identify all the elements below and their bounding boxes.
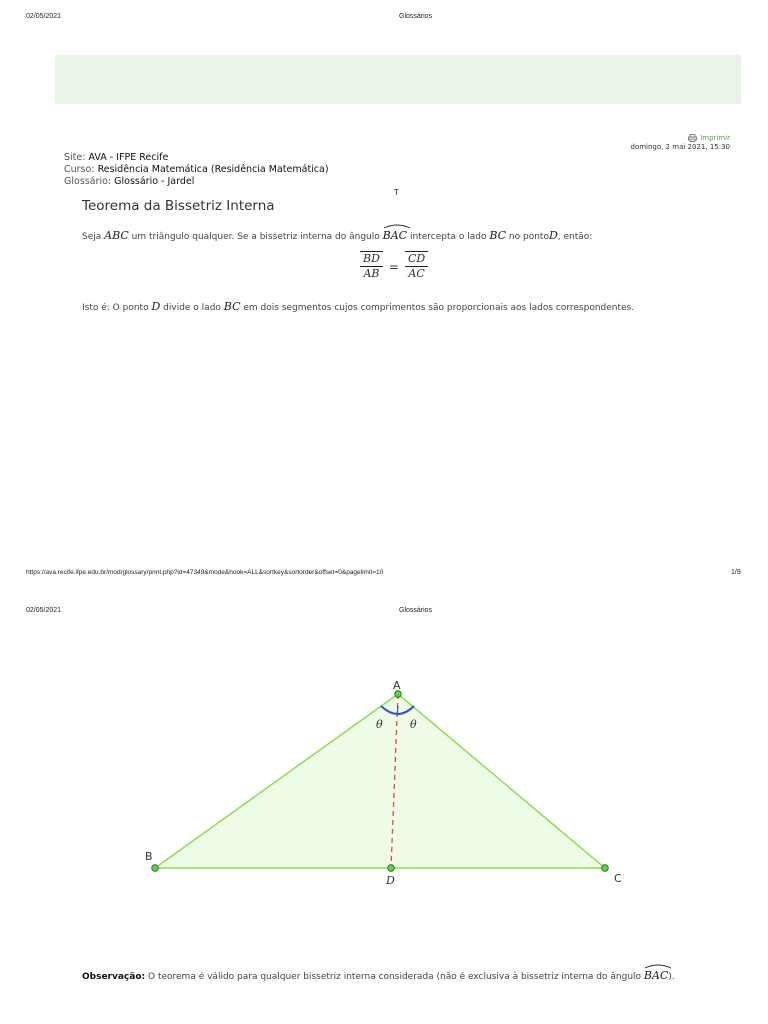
observation-label: Observação:: [82, 972, 146, 982]
observation-text: O teorema é válido para qualquer bissetriz interna considerada (não é exclusiva à bissetriz interna do ângulo: [148, 972, 642, 982]
entry-paragraph-2: [82, 300, 634, 313]
vertex-c: [602, 865, 609, 872]
observation: [82, 969, 675, 982]
math-d-2: D: [151, 300, 161, 313]
label-theta-left: θ: [376, 718, 383, 731]
fraction-right: [405, 252, 428, 281]
label-theta-right: θ: [410, 718, 417, 731]
meta-glossary-value: Glossário - Jardel: [114, 176, 195, 187]
printer-icon: [688, 134, 697, 142]
math-angle-bac: [383, 229, 407, 242]
fraction-left-denominator: AB: [360, 267, 382, 281]
fraction-right-numerator: CD: [405, 252, 428, 266]
meta-course-value: Residência Matemática (Residência Matemática): [97, 164, 329, 175]
page1-date: 02/05/2021: [26, 13, 62, 20]
print-link-label: Imprimir: [700, 134, 730, 142]
label-c: C: [614, 872, 622, 885]
observation-end: ).: [668, 972, 675, 982]
page2-title: Glossários: [399, 607, 433, 614]
print-datetime: domingo, 2 mai 2021, 15:30: [630, 143, 730, 151]
math-bc-2: BC: [223, 300, 241, 313]
meta-glossary: [64, 176, 194, 188]
fraction-left-numerator: BD: [360, 252, 383, 266]
point-d: [388, 865, 395, 872]
page2-date: 02/05/2021: [26, 607, 62, 614]
triangle-diagram: [0, 660, 768, 900]
p1-text-b: um triângulo qualquer. Se a bissetriz interna do ângulo: [131, 232, 380, 242]
header-banner: [55, 55, 741, 104]
p2-text-b: divide o lado: [163, 303, 221, 313]
vertex-b: [152, 865, 159, 872]
math-bc: BC: [489, 229, 507, 242]
meta-site-value: AVA - IFPE Recife: [88, 152, 169, 163]
math-d: D: [548, 229, 558, 242]
page1-number: 1/9: [731, 569, 741, 576]
entry-paragraph-1: [82, 229, 592, 242]
math-angle-bac-text: BAC: [382, 229, 408, 242]
entry-title: Teorema da Bissetriz Interna: [82, 198, 275, 214]
label-b: B: [145, 850, 153, 863]
meta-site: [64, 152, 168, 164]
meta-site-label: Site:: [64, 152, 86, 163]
math-abc: ABC: [104, 229, 129, 242]
p2-text-a: Isto é: O ponto: [82, 303, 149, 313]
p2-text-c: em dois segmentos cujos comprimentos são proporcionais aos lados correspondentes.: [243, 303, 635, 313]
page1-url[interactable]: https://ava.recife.ifpe.edu.br/mod/glossary/print.php?id=47349&mode&hook=ALL&sortkey&sortorder&offset=0&pagelimit=10: [26, 569, 384, 576]
label-d: D: [386, 874, 395, 887]
meta-course-label: Curso:: [64, 164, 95, 175]
p1-text-c: intercepta o lado: [409, 232, 487, 242]
stray-mark: T: [394, 188, 399, 197]
p1-text-e: , então:: [557, 232, 593, 242]
fraction-left: [360, 252, 383, 281]
observation-angle-bac: [644, 969, 668, 982]
page1-title: Glossários: [399, 13, 433, 20]
fraction-right-denominator: AC: [405, 267, 427, 281]
meta-course: [64, 164, 329, 176]
p1-text-d: no ponto: [508, 232, 549, 242]
print-link[interactable]: [688, 134, 730, 142]
proportion-formula: [360, 252, 428, 281]
p1-text-a: Seja: [82, 232, 102, 242]
observation-angle-bac-text: BAC: [643, 969, 669, 982]
equals-sign: =: [388, 259, 399, 274]
meta-glossary-label: Glossário:: [64, 176, 112, 187]
label-a: A: [393, 679, 401, 692]
